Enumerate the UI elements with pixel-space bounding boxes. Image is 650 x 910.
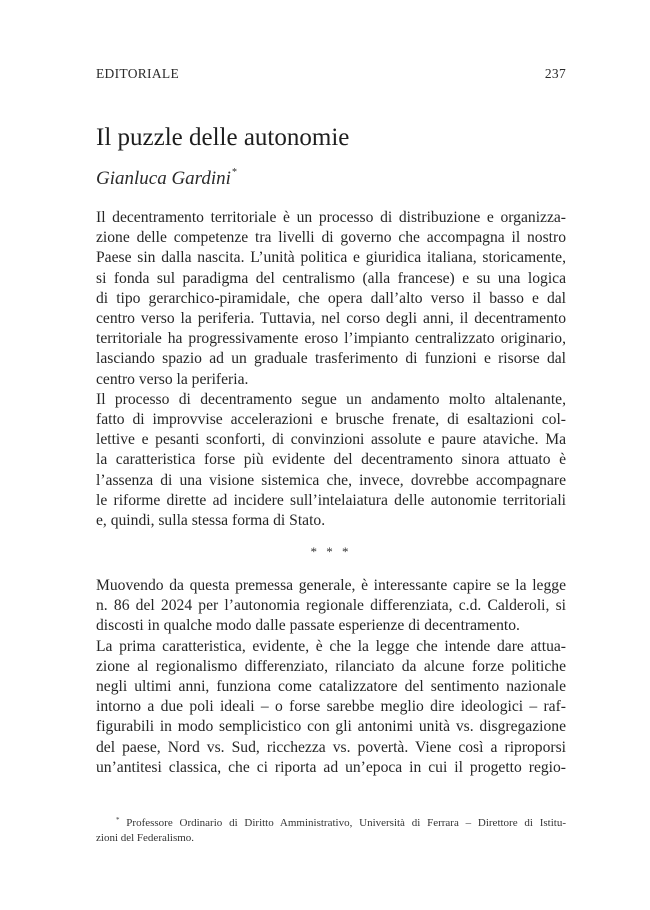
text-line: si fonda sul paradigma del centralismo (alla francese) e su una logica xyxy=(96,269,566,287)
text-line: figurabili in modo semplicistico con gli antonimi unità vs. disgregazione xyxy=(96,718,566,736)
body-section-2 xyxy=(96,576,566,778)
footnote-line: zioni del Federalismo. xyxy=(96,832,195,844)
text-line: centro verso la periferia. xyxy=(96,370,249,388)
body-section-1 xyxy=(96,208,566,531)
footnote-mark: * xyxy=(116,816,120,824)
footnote-text: Professore Ordinario di Diritto Amministrativo, Università di Ferrara – Direttore di Istitu- xyxy=(126,817,567,829)
text-line: zione delle competenze tra livelli di governo che accompagna il nostro xyxy=(96,229,566,247)
section-separator: * * * xyxy=(310,544,352,559)
text-line: Muovendo da questa premessa generale, è interessante capire se la legge xyxy=(96,577,566,594)
text-line: territoriale ha progressivamente eroso l’impianto centralizzato originario, xyxy=(96,330,566,348)
text-line: Il decentramento territoriale è un processo di distribuzione e organizza- xyxy=(96,209,566,226)
author-footnote-mark: * xyxy=(231,167,237,178)
footnote-line xyxy=(96,813,566,831)
running-head xyxy=(96,66,566,82)
author-name: Gianluca Gardini xyxy=(96,168,231,189)
text-line: intorno a due poli ideali – o forse sarebbe meglio dire ideologici – raf- xyxy=(96,698,566,716)
text-line: fatto di improvvise accelerazioni e brusche frenate, di esaltazioni col- xyxy=(96,411,566,429)
text-line: lettive e pesanti sconforti, di convinzioni assolute e paure ataviche. Ma xyxy=(96,431,566,449)
text-line: discosti in qualche modo dalle passate esperienze di decentramento. xyxy=(96,617,520,635)
text-line: La prima caratteristica, evidente, è che la legge che intende dare attua- xyxy=(96,637,566,655)
text-line: la caratteristica forse più evidente del decentramento sinora attuato è xyxy=(96,451,566,469)
text-line: le riforme dirette ad incidere sull’intelaiatura delle autonomie territoriali xyxy=(96,491,566,509)
text-line: del paese, Nord vs. Sud, ricchezza vs. povertà. Viene così a riproporsi xyxy=(96,738,566,756)
text-line: l’assenza di una visione sistemica che, invece, dovrebbe accompagnare xyxy=(96,471,566,489)
text-line: e, quindi, sulla stessa forma di Stato. xyxy=(96,512,326,530)
text-line: Il processo di decentramento segue un andamento molto altalenante, xyxy=(96,390,566,408)
section-label: EDITORIALE xyxy=(96,66,179,81)
article-title: Il puzzle delle autonomie xyxy=(96,124,350,151)
footnote xyxy=(96,813,566,846)
text-line: lasciando spazio ad un graduale trasferimento di funzioni e risorse dal xyxy=(96,350,566,368)
author-line xyxy=(96,167,237,190)
text-line: Paese sin dalla nascita. L’unità politica e giuridica italiana, storicamente, xyxy=(96,249,566,267)
text-line: negli ultimi anni, funziona come catalizzatore del sentimento nazionale xyxy=(96,678,566,696)
text-line: n. 86 del 2024 per l’autonomia regionale differenziata, c.d. Calderoli, si xyxy=(96,597,566,615)
text-line: di tipo gerarchico-piramidale, che opera dall’alto verso il basso e dal xyxy=(96,289,566,307)
text-line: centro verso la periferia. Tuttavia, nel corso degli anni, il decentramento xyxy=(96,310,566,328)
text-line: zione al regionalismo differenziato, rilanciato da alcune forze politiche xyxy=(96,657,566,675)
text-line: un’antitesi classica, che ci riporta ad un’epoca in cui il progetto regio- xyxy=(96,758,566,776)
page-number: 237 xyxy=(544,66,566,81)
